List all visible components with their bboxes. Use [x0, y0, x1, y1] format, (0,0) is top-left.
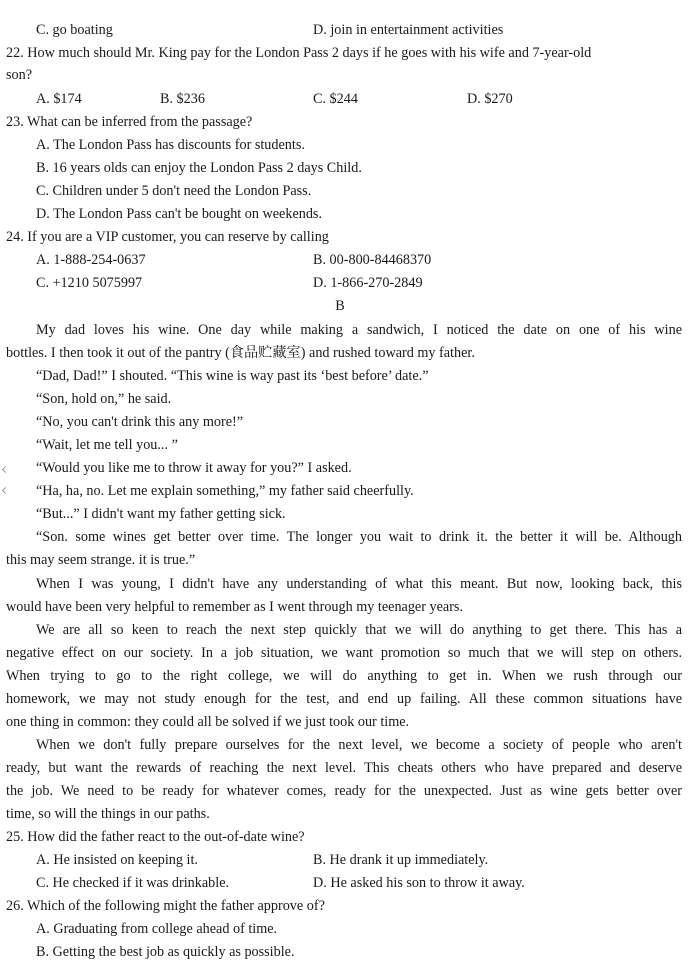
q23-option-b: B. 16 years olds can enjoy the London Pass 2 days Child.	[36, 160, 362, 176]
q25-option-d: D. He asked his son to throw it away.	[313, 875, 525, 891]
q22-stem-line-2: son?	[6, 67, 33, 83]
passage-p3-line-2: negative effect on our society. In a job situation, we want promotion so much that we will step on others.	[6, 645, 682, 661]
passage-p1-line-2: bottles. I then took it out of the pantry (食品贮藏室) and rushed toward my father.	[6, 345, 475, 361]
dialogue-line: this may seem strange. it is true.”	[6, 552, 196, 568]
q25-option-a: A. He insisted on keeping it.	[36, 852, 198, 868]
dialogue-line: “No, you can't drink this any more!”	[36, 414, 244, 430]
q23-option-a: A. The London Pass has discounts for students.	[36, 137, 305, 153]
margin-mark	[2, 487, 9, 494]
passage-p3-line-4: homework, we may not study enough for the test, and end up failing. All these common situations have	[6, 691, 682, 707]
q24-option-a: A. 1-888-254-0637	[36, 252, 146, 268]
q24-option-d: D. 1-866-270-2849	[313, 275, 423, 291]
passage-p3-line-5: one thing in common: they could all be solved if we just took our time.	[6, 714, 410, 730]
q25-stem: 25. How did the father react to the out-of-date wine?	[6, 829, 305, 845]
section-heading: B	[335, 298, 345, 314]
dialogue-line: “Son, hold on,” he said.	[36, 391, 172, 407]
margin-mark	[2, 466, 9, 473]
q26-option-b: B. Getting the best job as quickly as possible.	[36, 944, 295, 960]
q25-option-c: C. He checked if it was drinkable.	[36, 875, 230, 891]
passage-p4-line-2: ready, but want the rewards of reaching the next level. This cheats others who have prepared and deserve	[6, 760, 682, 776]
q23-option-d: D. The London Pass can't be bought on weekends.	[36, 206, 322, 222]
q21-option-c: C. go boating	[36, 22, 113, 38]
q23-option-c: C. Children under 5 don't need the London Pass.	[36, 183, 312, 199]
passage-p4-line-1: When we don't fully prepare ourselves for the next level, we become a society of people who aren't	[36, 737, 682, 753]
passage-p1-line-1: My dad loves his wine. One day while making a sandwich, I noticed the date on one of his wine	[36, 322, 682, 338]
q22-option-a: A. $174	[36, 91, 82, 107]
q26-stem: 26. Which of the following might the father approve of?	[6, 898, 325, 914]
dialogue-line: “Son. some wines get better over time. The longer you wait to drink it. the better it will be. Although	[36, 529, 682, 545]
q26-option-a: A. Graduating from college ahead of time.	[36, 921, 278, 937]
q22-option-d: D. $270	[467, 91, 513, 107]
dialogue-line: “Ha, ha, no. Let me explain something,” my father said cheerfully.	[36, 483, 414, 499]
q22-stem-line-1: 22. How much should Mr. King pay for the London Pass 2 days if he goes with his wife and 7-year-old	[6, 45, 592, 61]
q24-option-c: C. +1210 5075997	[36, 275, 143, 291]
q22-option-b: B. $236	[160, 91, 205, 107]
dialogue-line: “Dad, Dad!” I shouted. “This wine is way past its ‘best before’ date.”	[36, 368, 429, 384]
q24-option-b: B. 00-800-84468370	[313, 252, 432, 268]
passage-p3-line-1: We are all so keen to reach the next step quickly that we will do anything to get there. This has a	[36, 622, 682, 638]
q24-stem: 24. If you are a VIP customer, you can reserve by calling	[6, 229, 329, 245]
q23-stem: 23. What can be inferred from the passage?	[6, 114, 253, 130]
passage-p2-line-1: When I was young, I didn't have any understanding of what this meant. But now, looking back, this	[36, 576, 682, 592]
dialogue-line: “Wait, let me tell you... ”	[36, 437, 178, 453]
q22-option-c: C. $244	[313, 91, 358, 107]
passage-p2-line-2: would have been very helpful to remember as I went through my teenager years.	[6, 599, 463, 615]
passage-p4-line-3: the job. We need to be ready for whatever comes, ready for the unexpected. Just as wine gets better over	[6, 783, 682, 799]
q21-option-d: D. join in entertainment activities	[313, 22, 504, 38]
dialogue-line: “But...” I didn't want my father getting sick.	[36, 506, 286, 522]
passage-p4-line-4: time, so will the things in our paths.	[6, 806, 210, 822]
passage-p3-line-3: When trying to go to the right college, we will do anything to get in. When we rush through our	[6, 668, 682, 684]
q25-option-b: B. He drank it up immediately.	[313, 852, 489, 868]
dialogue-line: “Would you like me to throw it away for you?” I asked.	[36, 460, 352, 476]
